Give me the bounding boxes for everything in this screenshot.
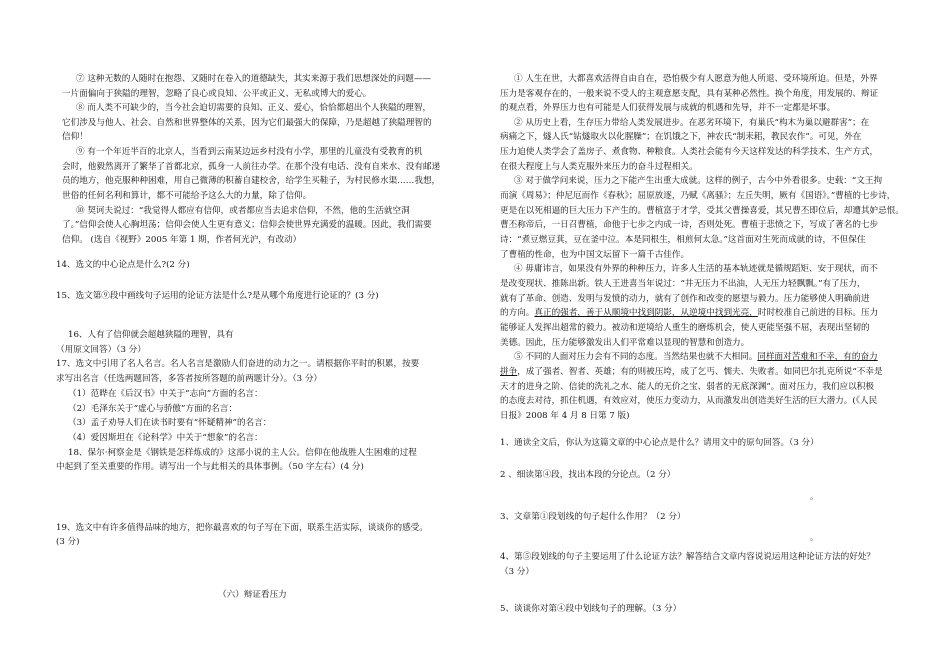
para-7-line-1: ⑦ 这种无数的人随时在抱怨、又随时在卷入的道德缺失，其实来源于我们思想深处的问题—— xyxy=(76,74,432,84)
question-17-line-2: 求写出名言（任选两题回答，多答者按所答题的前两题计分）。（3 分） xyxy=(56,374,323,384)
question-19-line-2: (3 分) xyxy=(56,537,80,547)
para-10-line-2: 了。”信仰会使人心胸坦荡；信仰会使人生更有意义；信仰会使世界充满爱的温暖。因此，我们需要 xyxy=(62,220,432,230)
r-question-4-line-2: （3 分） xyxy=(500,567,534,577)
para-8-line-2: 它们涉及与他人、社会、自然和世界整体的关系，因为它们最强大的保障，乃是超越了狭隘理智的 xyxy=(62,118,432,128)
para-9-line-1: ⑨ 有一个年近半百的北京人，当看到云南某边远乡村没有小学，那里的儿童没有受教育的机 xyxy=(76,147,423,157)
r-question-3: 3、文章第①段划线的句子起什么作用？（2 分） xyxy=(500,512,686,522)
stray-mark: 。 xyxy=(810,492,818,501)
r-para-4-line-4 xyxy=(500,306,878,321)
r-para-5-line-1 xyxy=(514,350,878,365)
para-8-line-3: 信仰！ xyxy=(62,132,88,142)
r-question-1: 1、通读全文后，你认为这篇文章的中心论点是什么？请用文中的原句回答。（3 分） xyxy=(500,438,819,448)
r-para-3-line-1: ③ 对于做学问来说，压力之下能产生出重大成就。这样的例子，古今中外看很多。史载：“文王拘 xyxy=(514,176,883,186)
r-para-2-line-3: 压力迫使人类学会了盖房子、煮食物、种粮食。人类社会能有今天这样发达的科学技术、生产方式， xyxy=(500,147,879,157)
question-17-item-4: （4）爱因斯坦在《论科学》中关于“想象”的名言： xyxy=(68,433,263,443)
para-8-line-1: ⑧ 而人类不可缺少的，当今社会迫切需要的良知、正义、爱心，恰恰都超出个人狭隘的理智， xyxy=(76,103,432,113)
para-9-line-4: 世俗的任何名利和算计，都不可能给予这么大的力量，除了信仰。 xyxy=(62,191,312,201)
r-para-5-line-2 xyxy=(500,365,883,380)
section-title: （六）辩证看压力 xyxy=(218,590,287,600)
r-para-3-line-3: 更是在以死相逼的巨大压力下产生的。曹植富于才学，受其父曹操喜爱，其兄曹丕即位后，却遭其妒忌恨。 xyxy=(500,206,904,216)
r-para-4-line-4-end: 时时校准自己前进的目标。压力 xyxy=(757,308,879,318)
r-question-2: 2 、细读第④段，找出本段的分论点。（2 分） xyxy=(500,470,676,480)
r-para-5-line-3: 天才的进身之阶、信徒的洗礼之水、能人的无价之宝、弱者的无底深渊”。面对压力，我们应以积极 xyxy=(500,382,874,392)
r-para-2-line-4: 在很大程度上与人类克服外来压力的奋斗过程相关。 xyxy=(500,162,698,172)
question-19-line-1: 19、选文中有许多值得品味的地方，把你最喜欢的句子写在下面，联系生活实际，谈谈你的感受。 xyxy=(56,523,428,533)
question-18-line-2: 中起到了至关重要的作用。请写出一个与此相关的具体事例。（50 字左右）(4 分) xyxy=(56,462,364,472)
r-para-5-line-1-start: ⑤ 不同的人面对压力会有不同的态度。当然结果也就不大相同。 xyxy=(514,352,758,362)
r-para-4-line-3: 就有了革命、创造、发明与发愤的动力，就有了创作和改变的愿望与毅力。压力能够使人明确前进 xyxy=(500,294,870,304)
para-9-line-2: 会时，他毅然离开了繁华了首都北京，孤身一人前往办学。在那个没有电话、没有自来水、没有邮递 xyxy=(62,162,441,172)
r-para-4-line-1: ④ 毋庸讳言，如果没有外界的种种压力，许多人生活的基本轨迹就是循规蹈矩、安于现状，而不 xyxy=(514,264,878,274)
question-14: 14、选文的中心论点是什么?(2 分) xyxy=(56,260,190,270)
r-question-5: 5、谈谈你对第④段中划线句子的理解。（3 分） xyxy=(500,604,682,614)
r-para-1-line-1: ① 人生在世，大都喜欢活得自由自在，恐怕极少有人愿意为他人所退、受环境所迫。但是，外界 xyxy=(514,74,878,84)
r-source-line: 日报》2008 年 4 月 8 日第 7 版) xyxy=(500,411,630,421)
question-18-line-1: 18、保尔·柯察金是《钢铁是怎样炼成的》这部小说的主人公。信仰在他战胜人生困难的过程 xyxy=(68,448,417,458)
r-para-4-line-6: 美德。因此，压力能够激发出人们平常难以显现的智慧和创造力。 xyxy=(500,338,750,348)
r-para-5-line-2-rest: ，成了强者、智者、英雄；有的则被压垮，成了乞丐、懦夫、失败者。如同巴尔扎克所说“不幸是 xyxy=(517,367,883,377)
r-para-3-line-2: 而演《周易》；仲尼厄而作《春秋》；屈原放逐，乃赋《离骚》；左丘失明，厥有《国语》。”曹植的七步诗， xyxy=(500,191,896,201)
question-15: 15、选文第⑨段中画线句子运用的论证方法是什么?是从哪个角度进行论证的？(3 分) xyxy=(56,291,379,301)
para-9-line-3: 员的地方，他克服种种困难，用自己微薄的积蓄自建校舍，给学生买鞋子，为村民修水渠……我想， xyxy=(62,176,441,186)
r-para-1-line-2: 压力是客观存在的，一般来说不受人的主观意愿支配，具有某种必然性。换个角度，用发展的、辩证 xyxy=(500,89,879,99)
r-para-1-line-3: 的观点看，外界压力也有可能是人们获得发展与成就的机遇和先导，并不一定都是坏事。 xyxy=(500,103,836,113)
question-16: 16、人有了信仰就会超越狭隘的理智，具有 xyxy=(68,330,234,340)
para-10-line-1: ⑩ 契诃夫说过：“我觉得人都应有信仰，或者都应当去追求信仰，不然，他的生活就空洞 xyxy=(76,206,410,216)
r-para-5-line-4: 的态度去对待，抓住机遇，有效应对，使压力变动力，从而激发出创造美好生活的巨大潜力。(《人民 xyxy=(500,396,878,406)
question-17-item-1: （1）范晔在《后汉书》中关于“志向”方面的名言： xyxy=(68,389,263,399)
source-line: 信仰。 (选自《视野》2005 年第 1 期，作者何光沪，有改动） xyxy=(62,235,302,245)
underlined-sentence-para-5-cont: 拼争 xyxy=(500,367,518,377)
r-para-4-line-4-start: 的方向。 xyxy=(500,308,535,318)
question-17-item-3: （3）孟子劝导人们在读书时要有“怀疑精神”的名言： xyxy=(68,418,272,428)
r-para-2-line-2: 病痛之下，燧人氏“钻燧取火以化腥臊”；在饥饿之下，神农氏“制耒耜，教民农作”。可见，外在 xyxy=(500,132,862,142)
r-para-3-line-6: 了曹植的性命，也为中国文坛留下一篇千古佳作。 xyxy=(500,250,690,260)
r-para-3-line-5: 诗：“煮豆燃豆萁，豆在釜中泣。本是同根生，相煎何太急。”这首面对生死而成就的诗，不但保住 xyxy=(500,235,866,245)
underlined-sentence-para-4: 真正的强者，善于从顺境中找到阴影，从逆境中找到光亮， xyxy=(534,308,758,318)
question-17-item-2: （2）毛泽东关于“虚心与骄傲”方面的名言： xyxy=(68,404,237,414)
r-question-4-line-1: 4、第⑤段划线的句子主要运用了什么论证方法？解答结合文章内容说说运用这种论证方法的好处？ xyxy=(500,552,876,562)
r-para-2-line-1: ② 从历史上看，生存压力带给人类发展进步。在恶劣环境下，有巢氏“构木为巢以避群害”；在 xyxy=(514,118,870,128)
r-para-4-line-5: 能够证人发挥出超常的毅力。被动和逆境给人重生的磨炼机会，使人更能坚强不屈，表现出坚韧的 xyxy=(500,323,870,333)
question-16-note: （用原文回答）（3 分） xyxy=(56,345,146,355)
r-para-4-line-2: 是改变现状、推陈出新。铁人王进喜当年说过：“井无压力不出油，人无压力轻飘飘。”有了压力， xyxy=(500,279,866,289)
para-7-line-2: 一片面偏向于狭隘的理智，忽略了良心或良知、公平或正义、无私或博大的爱心。 xyxy=(62,89,372,99)
stray-mark-2: 。 xyxy=(810,533,818,542)
r-para-3-line-4: 曹丕称帝后，一日召曹植，命他于七步之内成一诗，否则处死。曹植于悲愤之下，写成了著名的七步 xyxy=(500,220,879,230)
underlined-sentence-para-5: 同样面对苦难和不幸，有的奋力 xyxy=(757,352,878,362)
question-17-line-1: 17、选文中引用了名人名言。名人名言是激励人们奋进的动力之一。请根据你平时的积累，按要 xyxy=(56,359,420,369)
